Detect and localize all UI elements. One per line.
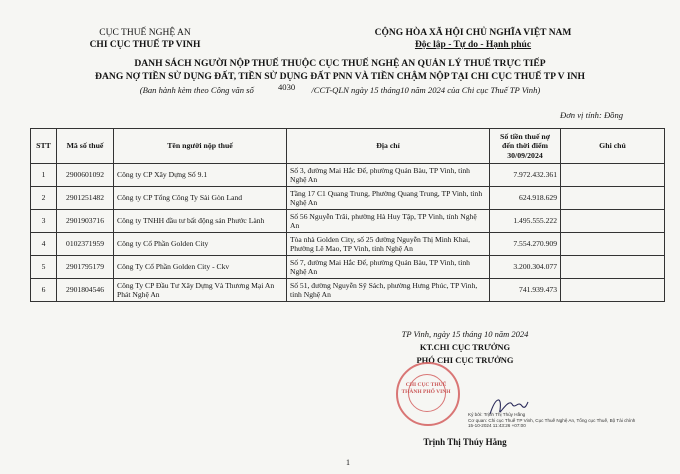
cell-taxpayer: Công ty CP Tổng Công Ty Sài Gòn Land xyxy=(114,187,287,210)
cell-address: Số 3, đường Mai Hắc Đế, phường Quán Bàu, TP Vinh, tỉnh Nghệ An xyxy=(287,164,490,187)
national-title: CỘNG HÒA XÃ HỘI CHỦ NGHĨA VIỆT NAM xyxy=(374,28,572,38)
doc-number: 4030 xyxy=(277,82,296,92)
page-number: 1 xyxy=(346,458,350,467)
cell-stt: 5 xyxy=(31,256,57,279)
cell-address: Số 7, đường Mai Hắc Đế, phường Quán Bàu, TP Vinh, tỉnh Nghệ An xyxy=(287,256,490,279)
cell-note xyxy=(561,164,665,187)
debtor-table xyxy=(30,128,665,302)
digital-signer: Ký bởi: Trịnh Thị Thúy Hằng xyxy=(468,412,526,417)
cell-taxpayer: Công ty TNHH đầu tư bất động sản Phước Lành xyxy=(114,210,287,233)
cell-amount: 7.554.270.909 xyxy=(490,233,561,256)
cell-note xyxy=(561,256,665,279)
table-row xyxy=(31,164,665,187)
header-right xyxy=(348,27,598,51)
subtitle-prefix: (Ban hành kèm theo Công văn số xyxy=(139,85,254,95)
national-motto: Độc lập - Tự do - Hạnh phúc xyxy=(414,40,532,50)
cell-note xyxy=(561,210,665,233)
cell-tax-code: 0102371959 xyxy=(57,233,114,256)
cell-amount: 624.918.629 xyxy=(490,187,561,210)
cell-taxpayer: Công Ty Cổ Phần Golden City - Ckv xyxy=(114,256,287,279)
table-row xyxy=(31,210,665,233)
cell-taxpayer: Công Ty CP Đầu Tư Xây Dựng Và Thương Mại An Phát Nghệ An xyxy=(114,279,287,302)
doc-title-line2: ĐANG NỢ TIỀN SỬ DỤNG ĐẤT, TIỀN SỬ DỤNG ĐẤT PNN VÀ TIỀN CHẬM NỘP TẠI CHI CỤC THUẾ TP V INH xyxy=(95,71,585,82)
cell-note xyxy=(561,187,665,210)
cell-address: Số 56 Nguyễn Trãi, phường Hà Huy Tập, TP Vinh, tỉnh Nghệ An xyxy=(287,210,490,233)
signer-role-secondary: PHÓ CHI CỤC TRƯỞNG xyxy=(416,355,514,365)
table-header-row xyxy=(31,129,665,164)
col-header-tax-code: Mã số thuế xyxy=(57,129,114,164)
cell-tax-code: 2900601092 xyxy=(57,164,114,187)
header-left xyxy=(70,27,220,51)
place-date: TP Vinh, ngày 15 tháng 10 năm 2024 xyxy=(401,329,529,339)
stamp-text: CHI CỤC THUẾ THÀNH PHỐ VINH xyxy=(401,382,451,395)
table-row xyxy=(31,279,665,302)
unit-label: Đơn vị tính: Đồng xyxy=(560,110,624,120)
cell-note xyxy=(561,279,665,302)
cell-address: Tầng 17 C1 Quang Trung, Phường Quang Trung, TP Vinh, tỉnh Nghệ An xyxy=(287,187,490,210)
cell-amount: 3.200.304.077 xyxy=(490,256,561,279)
signer-role-primary: KT.CHI CỤC TRƯỞNG xyxy=(419,342,511,352)
cell-stt: 6 xyxy=(31,279,57,302)
cell-tax-code: 2901795179 xyxy=(57,256,114,279)
cell-tax-code: 2901903716 xyxy=(57,210,114,233)
official-stamp xyxy=(396,362,460,426)
cell-amount: 7.972.432.361 xyxy=(490,164,561,187)
cell-stt: 1 xyxy=(31,164,57,187)
cell-tax-code: 2901804546 xyxy=(57,279,114,302)
cell-stt: 2 xyxy=(31,187,57,210)
agency-parent: CỤC THUẾ NGHỆ AN xyxy=(99,28,191,38)
cell-stt: 4 xyxy=(31,233,57,256)
cell-address: Số 51, đường Nguyễn Sỹ Sách, phường Hưng Phúc, TP Vinh, tỉnh Nghệ An xyxy=(287,279,490,302)
cell-tax-code: 2901251482 xyxy=(57,187,114,210)
cell-taxpayer: Công ty Cổ Phần Golden City xyxy=(114,233,287,256)
cell-address: Tòa nhà Golden City, số 25 đường Nguyễn Thị Minh Khai, Phường Lê Mao, TP Vinh, tỉnh Nghệ An xyxy=(287,233,490,256)
col-header-note: Ghi chú xyxy=(561,129,665,164)
doc-title-line1: DANH SÁCH NGƯỜI NỘP THUẾ THUỘC CỤC THUẾ NGHỆ AN QUẢN LÝ THUẾ TRỰC TIẾP xyxy=(134,58,546,69)
subtitle-suffix: /CCT-QLN ngày 15 tháng10 năm 2024 của Chi cục Thuế TP Vinh) xyxy=(311,85,541,95)
table-row xyxy=(31,187,665,210)
col-header-stt: STT xyxy=(31,129,57,164)
table-row xyxy=(31,256,665,279)
agency-name: CHI CỤC THUẾ TP VINH xyxy=(89,40,201,50)
cell-taxpayer: Công ty CP Xây Dựng Số 9.1 xyxy=(114,164,287,187)
cell-note xyxy=(561,233,665,256)
table-row xyxy=(31,233,665,256)
cell-amount: 1.495.555.222 xyxy=(490,210,561,233)
digital-timestamp: 15-10-2024 11:43:26 +07:00 xyxy=(468,423,526,429)
col-header-amount: Số tiền thuế nợ đến thời điểm 30/09/2024 xyxy=(490,129,561,164)
cell-amount: 741.939.473 xyxy=(490,279,561,302)
col-header-taxpayer: Tên người nộp thuế xyxy=(114,129,287,164)
digital-signature-info xyxy=(468,412,668,429)
digital-org: Cơ quan: Chi cục Thuế TP Vinh, Cục Thuế Nghệ An, Tổng cục Thuế, Bộ Tài chính xyxy=(468,417,636,423)
cell-stt: 3 xyxy=(31,210,57,233)
col-header-address: Địa chỉ xyxy=(287,129,490,164)
signer-name: Trịnh Thị Thúy Hằng xyxy=(423,437,507,447)
doc-subtitle xyxy=(0,82,680,95)
